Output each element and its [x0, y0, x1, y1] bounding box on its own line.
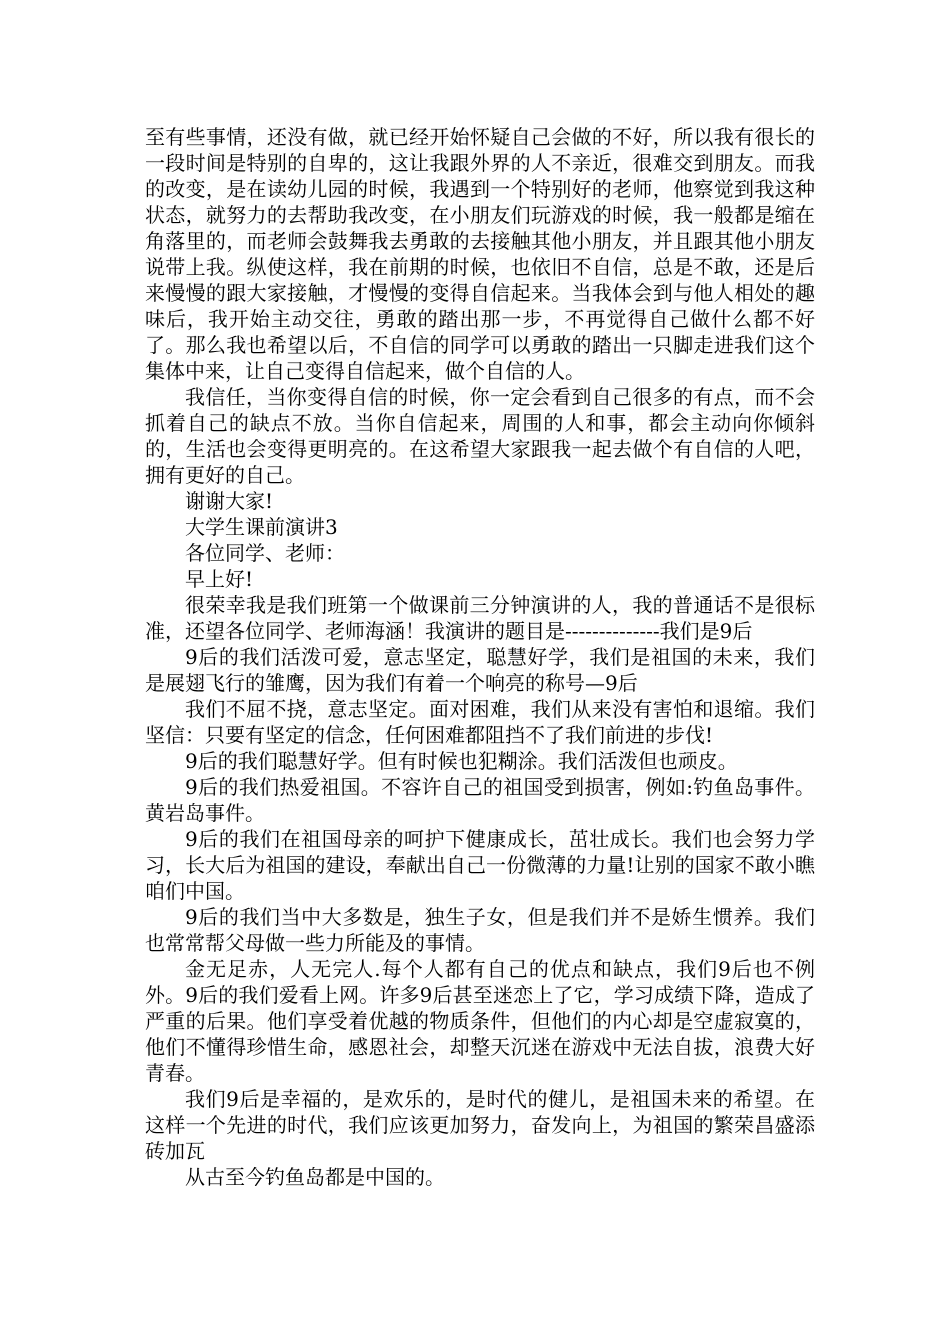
paragraph-growth: 9后的我们在祖国母亲的呵护下健康成长，茁壮成长。我们也会努力学习，长大后为祖国的建设，奉献出自己一份微薄的力量!让别的国家不敢小瞧咱们中国。: [145, 827, 815, 903]
paragraph-only-child: 9后的我们当中大多数是，独生子女，但是我们并不是娇生惯养。我们也常常帮父母做一些力所能及的事情。: [145, 905, 815, 955]
paragraph-intro: 很荣幸我是我们班第一个做课前三分钟演讲的人，我的普通话不是很标准，还望各位同学、老师海涵！我演讲的题目是--------------我们是9后: [145, 593, 815, 643]
document-page: [145, 124, 815, 1190]
salutation: 各位同学、老师：: [185, 541, 345, 565]
speech-title: 大学生课前演讲3: [185, 515, 338, 539]
paragraph-perseverance: 我们不屈不挠，意志坚定。面对困难，我们从来没有害怕和退缩。我们坚信：只要有坚定的信念，任何困难都阻挡不了我们前进的步伐!: [145, 697, 815, 747]
paragraph-continuation: 至有些事情，还没有做，就已经开始怀疑自己会做的不好，所以我有很长的一段时间是特别的自卑的，这让我跟外界的人不亲近，很难交到朋友。而我的改变，是在读幼儿园的时候，我遇到一个特别好的老师，他察觉到我这种状态，就努力的去帮助我改变，在小朋友们玩游戏的时候，我一般都是缩在角落里的，而老师会鼓舞我去勇敢的去接触其他小朋友，并且跟其他小朋友说带上我。纵使这样，我在前期的时候，也依旧不自信，总是不敢，还是后来慢慢的跟大家接触，才慢慢的变得自信起来。当我体会到与他人相处的趣味后，我开始主动交往，勇敢的踏出那一步，不再觉得自己做什么都不好了。那么我也希望以后，不自信的同学可以勇敢的踏出一只脚走进我们这个集体中来，让自己变得自信起来，做个自信的人。: [145, 125, 815, 383]
paragraph-lively: 9后的我们活泼可爱，意志坚定，聪慧好学，我们是祖国的未来，我们是展翅飞行的雏鹰，因为我们有着一个响亮的称号—9后: [145, 645, 815, 695]
paragraph-patriotism: 9后的我们热爱祖国。不容许自己的祖国受到损害，例如:钓鱼岛事件。黄岩岛事件。: [145, 775, 815, 825]
paragraph-diaoyu: 从古至今钓鱼岛都是中国的。: [185, 1165, 445, 1189]
paragraph-smart: 9后的我们聪慧好学。但有时候也犯糊涂。我们活泼但也顽皮。: [185, 749, 738, 773]
greeting: 早上好!: [185, 567, 254, 591]
paragraph-flaws: 金无足赤，人无完人.每个人都有自己的优点和缺点，我们9后也不例外。9后的我们爱看上网。许多9后甚至迷恋上了它，学习成绩下降，造成了严重的后果。他们享受着优越的物质条件，但他们的内心却是空虚寂寞的，他们不懂得珍惜生命，感恩社会，却整天沉迷在游戏中无法自拔，浪费大好青春。: [145, 957, 815, 1085]
paragraph-confidence: 我信任，当你变得自信的时候，你一定会看到自己很多的有点，而不会抓着自己的缺点不放。当你自信起来，周围的人和事，都会主动向你倾斜的，生活也会变得更明亮的。在这希望大家跟我一起去做个有自信的人吧，拥有更好的自己。: [145, 385, 815, 487]
paragraph-thanks: 谢谢大家!: [185, 489, 274, 513]
paragraph-happiness: 我们9后是幸福的，是欢乐的，是时代的健儿，是祖国未来的希望。在这样一个先进的时代，我们应该更加努力，奋发向上，为祖国的繁荣昌盛添砖加瓦: [145, 1087, 815, 1163]
